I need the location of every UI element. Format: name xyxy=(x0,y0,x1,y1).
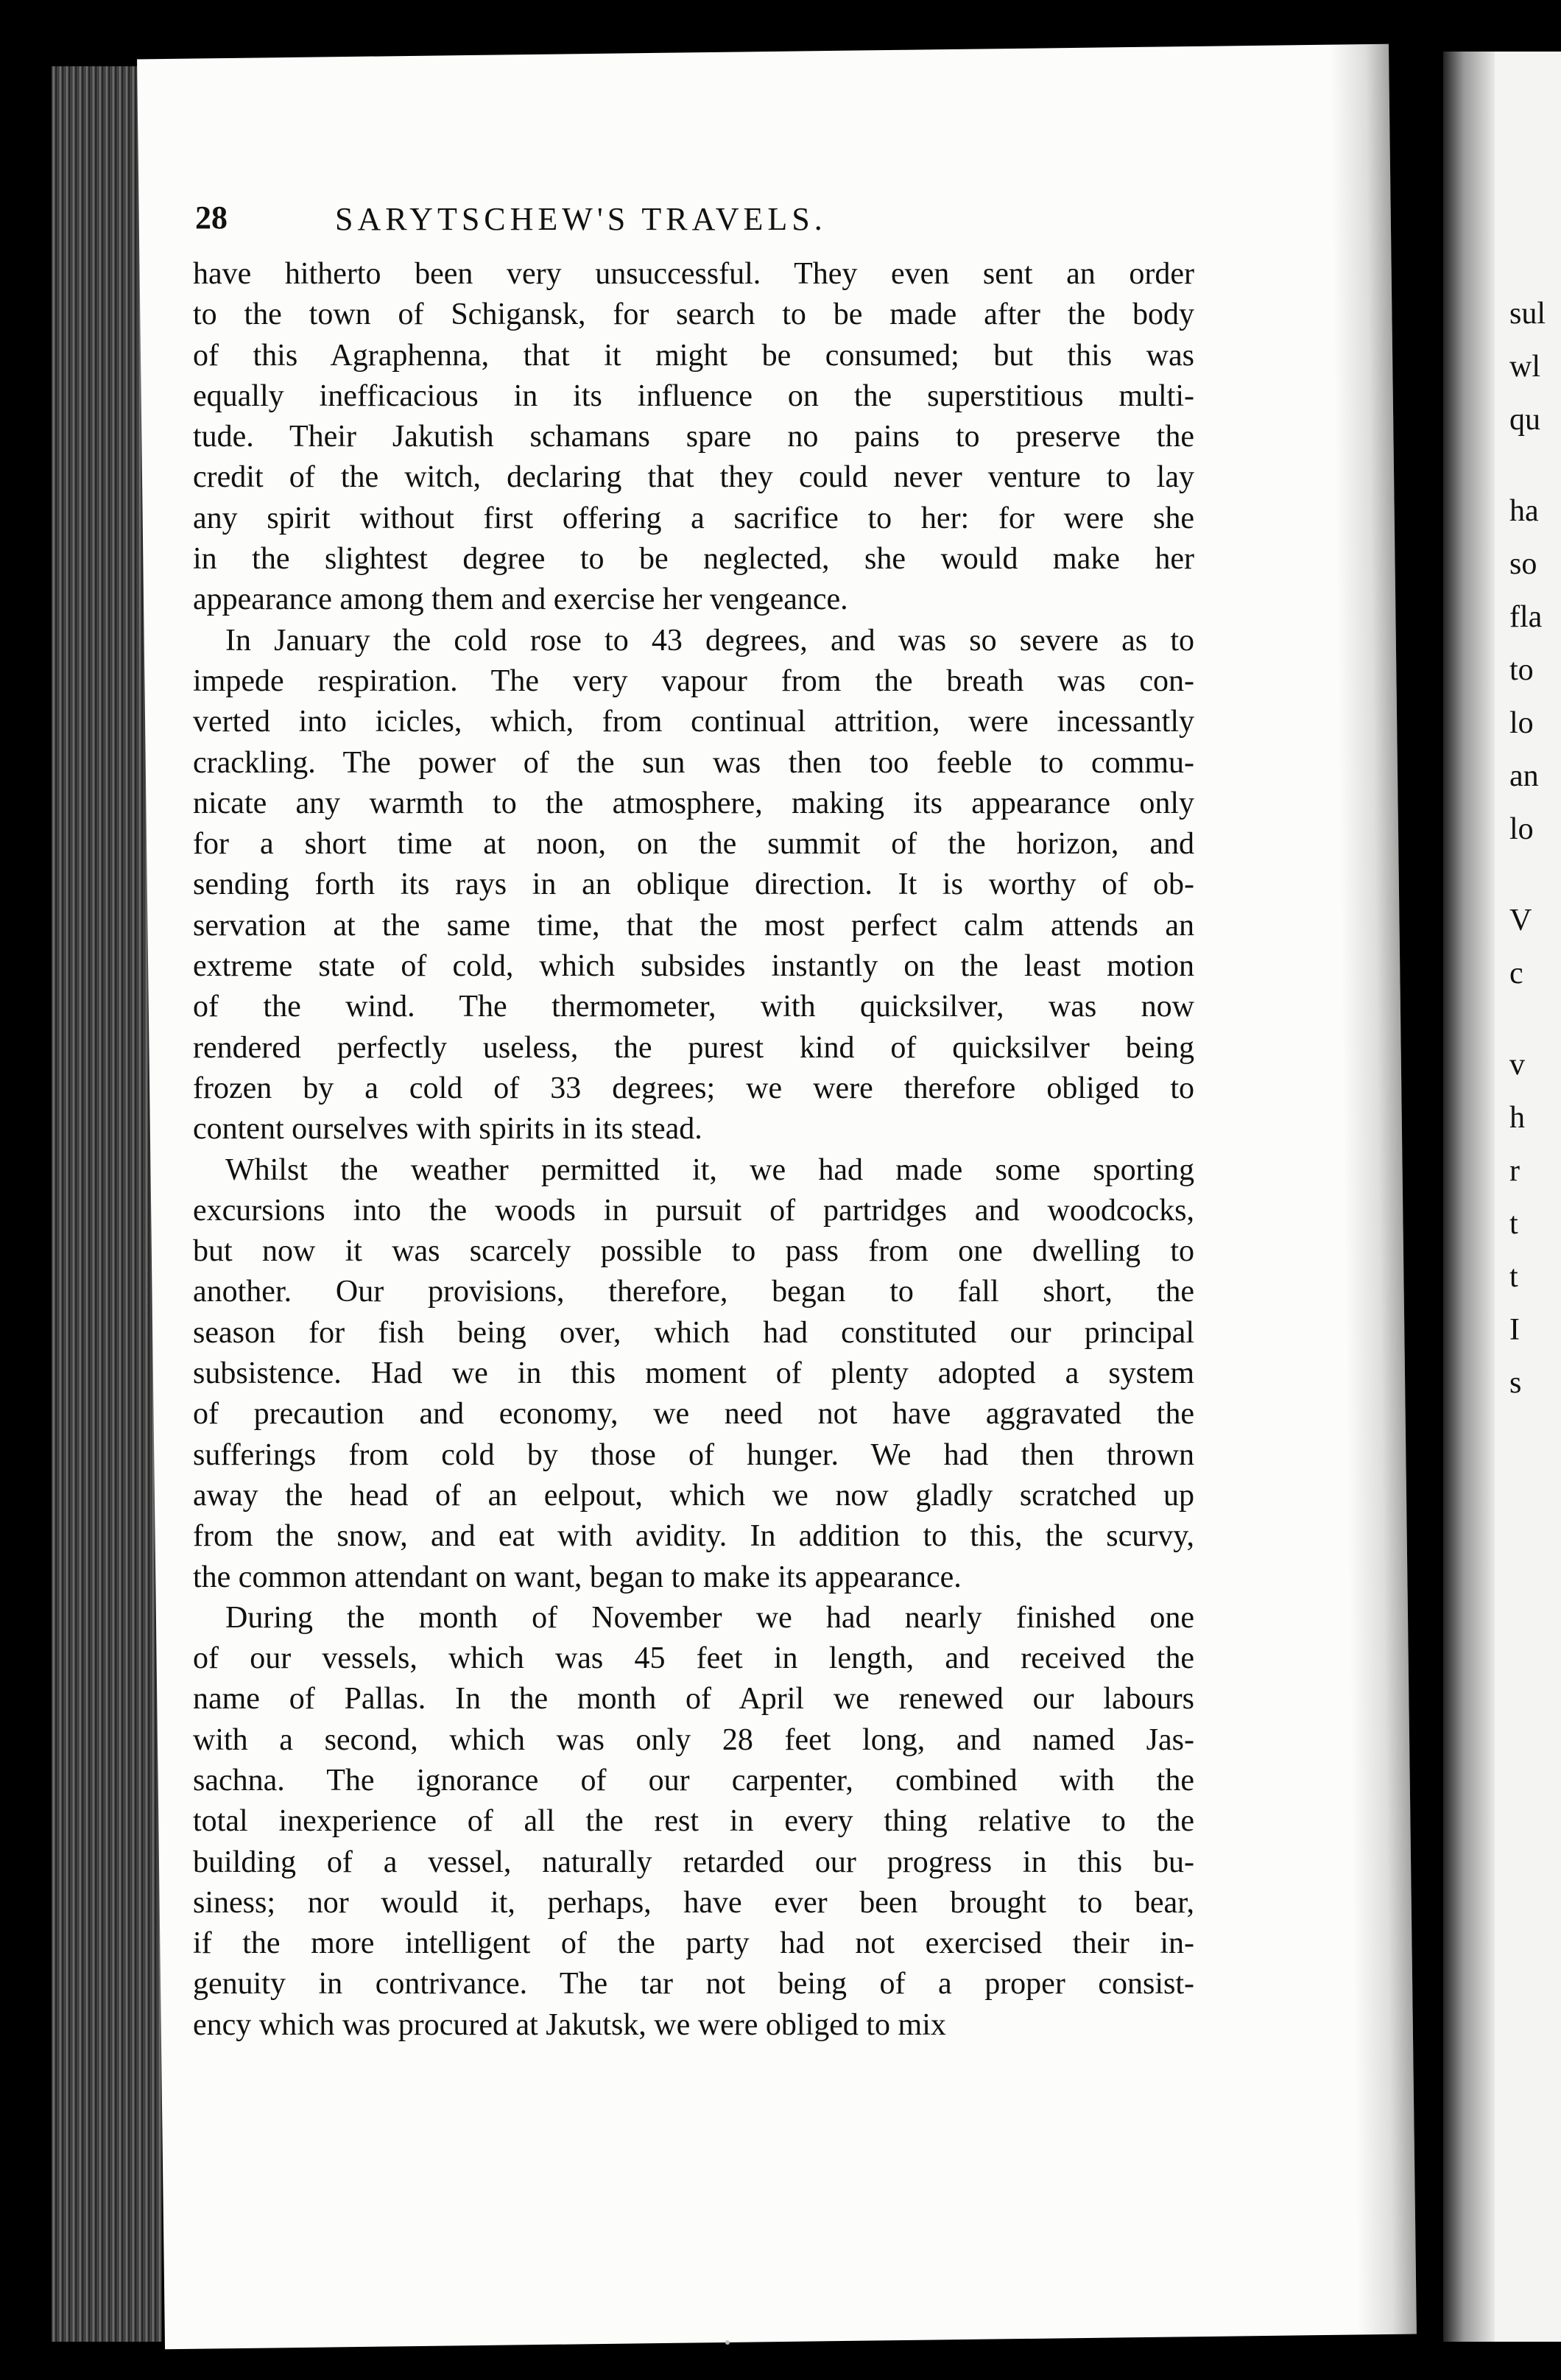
text-line: credit of the witch, declaring that they could never venture to lay xyxy=(193,460,1194,495)
next-page-fragments xyxy=(1509,287,1546,1409)
text-line: servation at the same time, that the most perfect calm attends an xyxy=(193,908,1194,943)
page-speck xyxy=(725,2340,730,2345)
text-line: if the more intelligent of the party had not exercised their in- xyxy=(193,1926,1194,1961)
next-page-fragment: qu xyxy=(1509,403,1540,437)
text-line: sufferings from cold by those of hunger. We had then thrown xyxy=(193,1437,1194,1472)
next-page-fragment: lo xyxy=(1509,706,1534,740)
next-page-edge xyxy=(1443,52,1561,2342)
text-line: total inexperience of all the rest in every thing relative to the xyxy=(193,1804,1194,1839)
next-page-fragment: sul xyxy=(1509,297,1546,331)
text-line: equally inefficacious in its influence on the superstitious multi- xyxy=(193,379,1194,413)
next-page-fragment xyxy=(1509,1000,1546,1038)
text-line: to the town of Schigansk, for search to be made after the body xyxy=(193,298,1194,332)
text-line: appearance among them and exercise her vengeance. xyxy=(193,582,848,617)
text-line: of our vessels, which was 45 feet in length, and received the xyxy=(193,1641,1194,1676)
text-line: season for fish being over, which had constituted our principal xyxy=(193,1315,1194,1350)
page-number: 28 xyxy=(195,200,228,236)
next-page-fragment: c xyxy=(1509,957,1523,990)
next-page-fragment: to xyxy=(1509,653,1534,687)
text-line: the common attendant on want, began to make its appearance. xyxy=(193,1560,962,1594)
next-page-fragment: so xyxy=(1509,547,1537,581)
text-line: but now it was scarcely possible to pass from one dwelling to xyxy=(193,1234,1194,1269)
text-line: sending forth its rays in an oblique direction. It is worthy of ob- xyxy=(193,867,1194,902)
text-line: nicate any warmth to the atmosphere, making its appearance only xyxy=(193,786,1194,820)
text-line: with a second, which was only 28 feet long, and named Jas- xyxy=(193,1722,1194,1757)
text-line: siness; nor would it, perhaps, have ever been brought to bear, xyxy=(193,1885,1194,1920)
text-line: Whilst the weather permitted it, we had made some sporting xyxy=(225,1152,1194,1187)
text-line: subsistence. Had we in this moment of plenty adopted a system xyxy=(193,1356,1194,1391)
text-line: crackling. The power of the sun was then too feeble to commu- xyxy=(193,745,1194,780)
next-page-fragment: v xyxy=(1509,1048,1525,1082)
text-line: sachna. The ignorance of our carpenter, combined with the xyxy=(193,1763,1194,1798)
text-line: verted into icicles, which, from continual attrition, were incessantly xyxy=(193,705,1194,739)
text-line: of this Agraphenna, that it might be consumed; but this was xyxy=(193,338,1194,373)
text-line: another. Our provisions, therefore, began to fall short, the xyxy=(193,1275,1194,1309)
next-page-fragment: lo xyxy=(1509,812,1534,846)
next-page-fragment: an xyxy=(1509,759,1539,793)
text-line: extreme state of cold, which subsides instantly on the least motion xyxy=(193,949,1194,984)
next-page-fragment: ha xyxy=(1509,494,1539,528)
next-page-fragment: wl xyxy=(1509,350,1540,384)
text-line: tude. Their Jakutish schamans spare no pains to preserve the xyxy=(193,420,1194,454)
next-page-fragment: h xyxy=(1509,1101,1525,1135)
text-line: content ourselves with spirits in its stead. xyxy=(193,1112,702,1147)
text-line: In January the cold rose to 43 degrees, and was so severe as to xyxy=(225,623,1194,658)
next-page-fragment: r xyxy=(1509,1154,1520,1188)
next-page-fragment xyxy=(1509,856,1546,894)
next-page-fragment: V xyxy=(1509,904,1532,937)
text-line: name of Pallas. In the month of April we renewed our labours xyxy=(193,1682,1194,1717)
running-head: SARYTSCHEW'S TRAVELS. xyxy=(335,201,827,237)
text-line: genuity in contrivance. The tar not being of a proper consist- xyxy=(193,1967,1194,2001)
text-line: excursions into the woods in pursuit of partridges and woodcocks, xyxy=(193,1193,1194,1228)
next-page-fragment xyxy=(1509,446,1546,485)
text-line: of precaution and economy, we need not have aggravated the xyxy=(193,1397,1194,1432)
next-page-fragment: fla xyxy=(1509,600,1543,634)
page-header xyxy=(195,199,1064,243)
text-line: away the head of an eelpout, which we now gladly scratched up xyxy=(193,1478,1194,1513)
text-line: from the snow, and eat with avidity. In addition to this, the scurvy, xyxy=(193,1519,1194,1554)
text-line: rendered perfectly useless, the purest kind of quicksilver being xyxy=(193,1030,1194,1065)
text-line: impede respiration. The very vapour from the breath was con- xyxy=(193,663,1194,698)
next-page-shadow xyxy=(1443,52,1495,2342)
text-line: have hitherto been very unsuccessful. They even sent an order xyxy=(193,257,1194,291)
text-line: of the wind. The thermometer, with quicksilver, was now xyxy=(193,990,1194,1024)
text-line: ency which was procured at Jakutsk, we were obliged to mix xyxy=(193,2007,946,2042)
page-gutter-shadow xyxy=(1330,44,1417,2335)
next-page-fragment: s xyxy=(1509,1366,1522,1400)
text-line: During the month of November we had nearly finished one xyxy=(225,1600,1194,1635)
text-line: frozen by a cold of 33 degrees; we were therefore obliged to xyxy=(193,1071,1194,1105)
text-line: for a short time at noon, on the summit of the horizon, and xyxy=(193,827,1194,862)
text-line: in the slightest degree to be neglected, she would make her xyxy=(193,542,1194,577)
next-page-fragment: I xyxy=(1509,1313,1520,1347)
text-line: any spirit without first offering a sacrifice to her: for were she xyxy=(193,501,1194,535)
text-line: building of a vessel, naturally retarded our progress in this bu- xyxy=(193,1845,1194,1879)
body-text xyxy=(193,254,1194,2046)
next-page-fragment: t xyxy=(1509,1207,1518,1241)
next-page-fragment: t xyxy=(1509,1260,1518,1294)
